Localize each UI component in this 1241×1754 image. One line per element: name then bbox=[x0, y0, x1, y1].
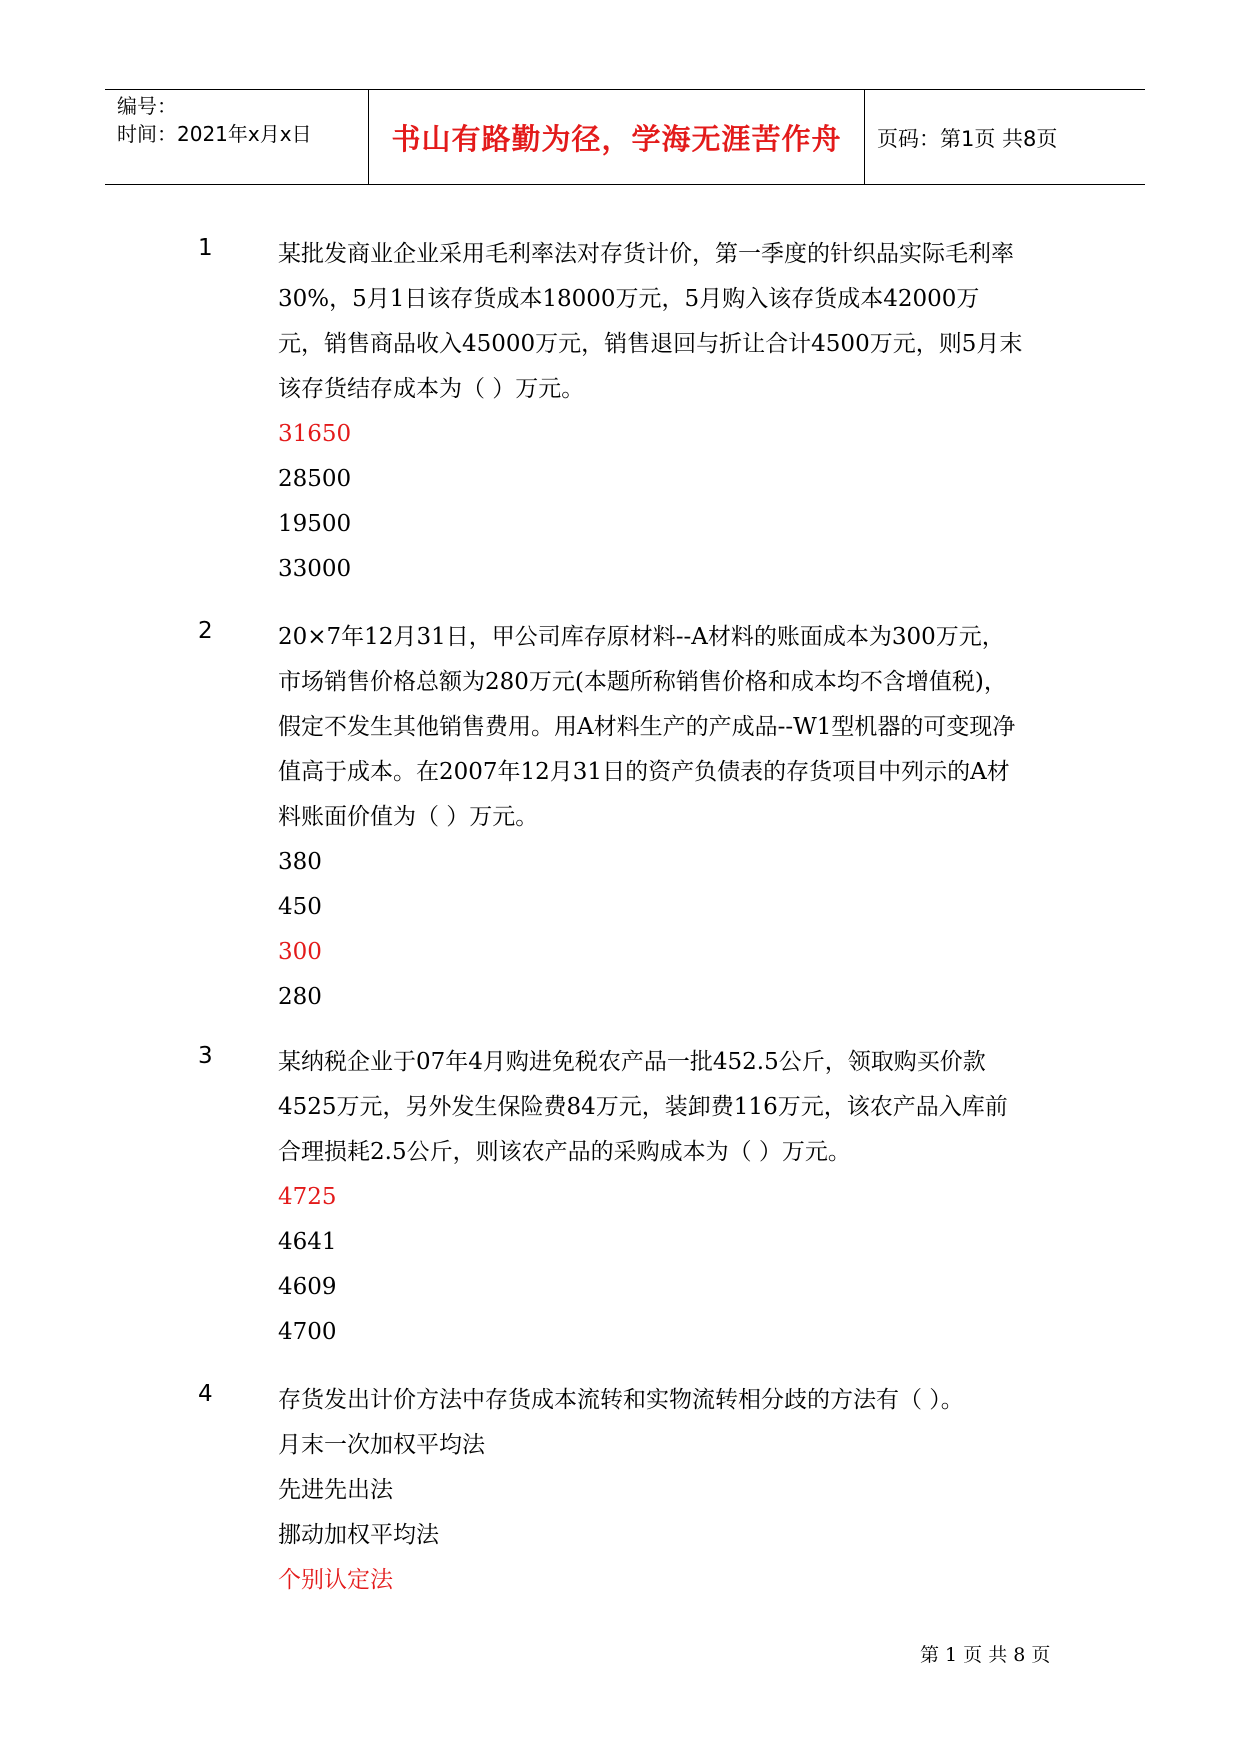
option: 280 bbox=[278, 984, 322, 1010]
option: 4609 bbox=[278, 1274, 337, 1300]
option-correct: 4725 bbox=[278, 1184, 337, 1210]
question-body bbox=[278, 1040, 1023, 1355]
option: 4641 bbox=[278, 1229, 337, 1255]
question-body bbox=[278, 1378, 1023, 1603]
question-text: 20×7年12月31日，甲公司库存原材料--A材料的账面成本为300万元，市场销售价格总额为280万元(本题所称销售价格和成本均不含增值税)，假定不发生其他销售费用。用A材料生产的产成品--W1型机器的可变现净值高于成本。在2007年12月31日的资产负债表的存货项目中列示的A材料账面价值为（ ）万元。 bbox=[278, 624, 1016, 830]
header-motto-cell bbox=[369, 90, 865, 184]
option: 33000 bbox=[278, 556, 352, 582]
question-number: 4 bbox=[198, 1381, 213, 1407]
header-number-label: 编号： bbox=[117, 94, 177, 118]
option: 先进先出法 bbox=[278, 1477, 393, 1503]
question-body bbox=[278, 615, 1023, 1020]
option: 380 bbox=[278, 849, 322, 875]
option-correct: 300 bbox=[278, 939, 322, 965]
page-header bbox=[105, 89, 1145, 185]
question-text: 某批发商业企业采用毛利率法对存货计价，第一季度的针织品实际毛利率30%，5月1日该存货成本18000万元，5月购入该存货成本42000万元，销售商品收入45000万元，销售退回与折让合计4500万元，则5月末该存货结存成本为（ ）万元。 bbox=[278, 241, 1023, 402]
question-number: 2 bbox=[198, 618, 213, 644]
option-correct: 个别认定法 bbox=[278, 1567, 393, 1593]
question-text: 某纳税企业于07年4月购进免税农产品一批452.5公斤，领取购买价款4525万元，另外发生保险费84万元，装卸费116万元，该农产品入库前合理损耗2.5公斤，则该农产品的采购成本为（ ）万元。 bbox=[278, 1049, 1008, 1165]
page-footer: 第 1 页 共 8 页 bbox=[920, 1644, 1051, 1666]
option: 450 bbox=[278, 894, 322, 920]
option: 19500 bbox=[278, 511, 352, 537]
option: 4700 bbox=[278, 1319, 337, 1345]
question-number: 3 bbox=[198, 1043, 213, 1069]
option: 挪动加权平均法 bbox=[278, 1522, 439, 1548]
option: 28500 bbox=[278, 466, 352, 492]
header-page-cell bbox=[865, 90, 1145, 184]
question-body bbox=[278, 232, 1023, 592]
option: 月末一次加权平均法 bbox=[278, 1432, 485, 1458]
header-info-cell bbox=[105, 90, 369, 184]
option-correct: 31650 bbox=[278, 421, 352, 447]
question-text: 存货发出计价方法中存货成本流转和实物流转相分歧的方法有（ ）。 bbox=[278, 1387, 964, 1413]
header-page-label: 页码：第1页 共8页 bbox=[877, 127, 1058, 151]
question-number: 1 bbox=[198, 235, 213, 261]
header-motto: 书山有路勤为径，学海无涯苦作舟 bbox=[391, 122, 842, 156]
header-time-label: 时间：2021年x月x日 bbox=[117, 122, 312, 146]
